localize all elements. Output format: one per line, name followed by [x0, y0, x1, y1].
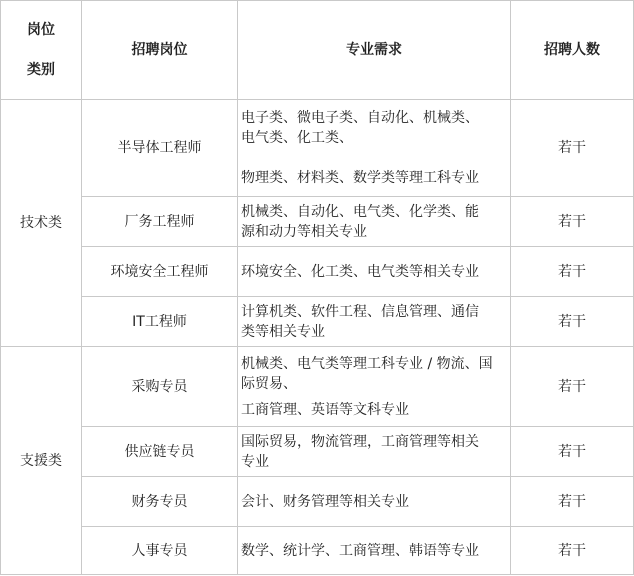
header-category [1, 1, 82, 100]
count-cell: 若干 [511, 427, 634, 477]
header-requirement: 专业需求 [238, 1, 511, 100]
count-cell: 若干 [511, 100, 634, 197]
count-cell: 若干 [511, 247, 634, 297]
table-row [1, 477, 634, 527]
count-cell: 若干 [511, 527, 634, 575]
count-cell: 若干 [511, 477, 634, 527]
requirement-cell: 计算机类、软件工程、信息管理、通信 类等相关专业 [238, 297, 511, 347]
table-row [1, 347, 634, 427]
category-cell-tech: 技术类 [1, 100, 82, 347]
count-cell: 若干 [511, 297, 634, 347]
header-category-line1: 岗位 [27, 22, 55, 38]
requirement-cell: 机械类、自动化、电气类、化学类、能 源和动力等相关专业 [238, 197, 511, 247]
requirement-cell: 环境安全、化工类、电气类等相关专业 [238, 247, 511, 297]
category-cell-support: 支援类 [1, 347, 82, 575]
requirement-cell: 会计、财务管理等相关专业 [238, 477, 511, 527]
requirement-cell: 国际贸易，物流管理，工商管理等相关 专业 [238, 427, 511, 477]
header-count: 招聘人数 [511, 1, 634, 100]
position-cell: 厂务工程师 [82, 197, 238, 247]
position-cell: 财务专员 [82, 477, 238, 527]
table-row [1, 297, 634, 347]
requirement-cell: 数学、统计学、工商管理、韩语等专业 [238, 527, 511, 575]
position-cell: 环境安全工程师 [82, 247, 238, 297]
count-cell: 若干 [511, 347, 634, 427]
count-cell: 若干 [511, 197, 634, 247]
table-row [1, 427, 634, 477]
header-position: 招聘岗位 [82, 1, 238, 100]
requirement-cell: 电子类、微电子类、自动化、机械类、 电气类、化工类、 物理类、材料类、数学类等理工科专业 [238, 100, 511, 197]
position-cell: 采购专员 [82, 347, 238, 427]
header-category-line2: 类别 [27, 62, 55, 78]
table-row [1, 197, 634, 247]
table-row [1, 100, 634, 197]
table-row [1, 527, 634, 575]
position-cell: 半导体工程师 [82, 100, 238, 197]
requirement-cell: 机械类、电气类等理工科专业 / 物流、国 际贸易、 工商管理、英语等文科专业 [238, 347, 511, 427]
header-row [1, 1, 634, 100]
position-cell: 人事专员 [82, 527, 238, 575]
position-cell: 供应链专员 [82, 427, 238, 477]
table-row [1, 247, 634, 297]
position-cell: IT工程师 [82, 297, 238, 347]
